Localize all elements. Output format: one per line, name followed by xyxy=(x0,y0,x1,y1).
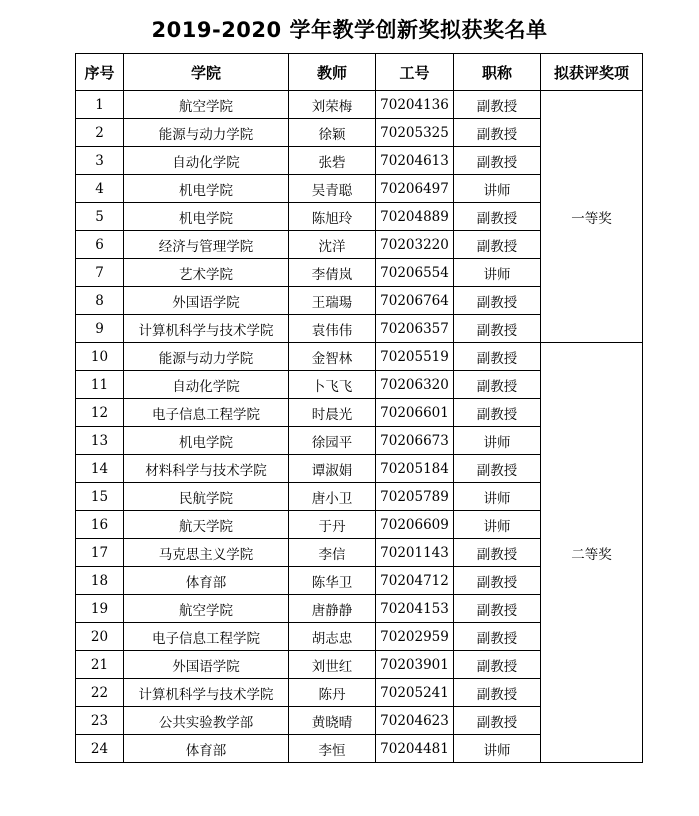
cell-title: 讲师 xyxy=(454,511,541,539)
cell-index: 21 xyxy=(76,651,124,679)
cell-staff-id: 70204153 xyxy=(376,595,454,623)
cell-title: 讲师 xyxy=(454,427,541,455)
cell-index: 15 xyxy=(76,483,124,511)
cell-title: 副教授 xyxy=(454,595,541,623)
cell-staff-id: 70205325 xyxy=(376,119,454,147)
header-title: 职称 xyxy=(454,54,541,91)
cell-teacher: 袁伟伟 xyxy=(289,315,376,343)
cell-title: 副教授 xyxy=(454,539,541,567)
cell-index: 11 xyxy=(76,371,124,399)
cell-teacher: 李信 xyxy=(289,539,376,567)
cell-staff-id: 70206357 xyxy=(376,315,454,343)
cell-staff-id: 70205241 xyxy=(376,679,454,707)
cell-award: 二等奖 xyxy=(541,343,643,763)
cell-staff-id: 70204712 xyxy=(376,567,454,595)
cell-index: 2 xyxy=(76,119,124,147)
cell-index: 5 xyxy=(76,203,124,231)
cell-teacher: 于丹 xyxy=(289,511,376,539)
cell-title: 副教授 xyxy=(454,147,541,175)
cell-staff-id: 70206497 xyxy=(376,175,454,203)
cell-college: 计算机科学与技术学院 xyxy=(124,315,289,343)
cell-title: 副教授 xyxy=(454,623,541,651)
cell-title: 讲师 xyxy=(454,483,541,511)
cell-title: 副教授 xyxy=(454,455,541,483)
cell-index: 13 xyxy=(76,427,124,455)
header-teacher: 教师 xyxy=(289,54,376,91)
cell-college: 自动化学院 xyxy=(124,147,289,175)
cell-title: 副教授 xyxy=(454,707,541,735)
cell-staff-id: 70204623 xyxy=(376,707,454,735)
cell-staff-id: 70202959 xyxy=(376,623,454,651)
cell-title: 副教授 xyxy=(454,287,541,315)
cell-teacher: 黄晓晴 xyxy=(289,707,376,735)
cell-title: 副教授 xyxy=(454,343,541,371)
cell-teacher: 李恒 xyxy=(289,735,376,763)
cell-college: 机电学院 xyxy=(124,175,289,203)
cell-teacher: 沈洋 xyxy=(289,231,376,259)
cell-index: 8 xyxy=(76,287,124,315)
cell-staff-id: 70205184 xyxy=(376,455,454,483)
cell-title: 副教授 xyxy=(454,679,541,707)
cell-index: 10 xyxy=(76,343,124,371)
cell-index: 4 xyxy=(76,175,124,203)
cell-college: 机电学院 xyxy=(124,427,289,455)
cell-teacher: 王瑞瑒 xyxy=(289,287,376,315)
cell-teacher: 谭淑娟 xyxy=(289,455,376,483)
cell-title: 副教授 xyxy=(454,119,541,147)
cell-index: 14 xyxy=(76,455,124,483)
cell-college: 自动化学院 xyxy=(124,371,289,399)
cell-index: 18 xyxy=(76,567,124,595)
header-award: 拟获评奖项 xyxy=(541,54,643,91)
cell-college: 能源与动力学院 xyxy=(124,343,289,371)
cell-index: 3 xyxy=(76,147,124,175)
cell-title: 副教授 xyxy=(454,399,541,427)
cell-index: 19 xyxy=(76,595,124,623)
cell-index: 17 xyxy=(76,539,124,567)
header-staff-id: 工号 xyxy=(376,54,454,91)
cell-staff-id: 70206609 xyxy=(376,511,454,539)
cell-college: 外国语学院 xyxy=(124,651,289,679)
cell-staff-id: 70204889 xyxy=(376,203,454,231)
cell-title: 讲师 xyxy=(454,175,541,203)
cell-teacher: 胡志忠 xyxy=(289,623,376,651)
cell-college: 马克思主义学院 xyxy=(124,539,289,567)
cell-index: 12 xyxy=(76,399,124,427)
cell-staff-id: 70204613 xyxy=(376,147,454,175)
cell-staff-id: 70201143 xyxy=(376,539,454,567)
cell-title: 副教授 xyxy=(454,203,541,231)
cell-title: 副教授 xyxy=(454,567,541,595)
cell-title: 讲师 xyxy=(454,259,541,287)
cell-college: 航天学院 xyxy=(124,511,289,539)
cell-college: 电子信息工程学院 xyxy=(124,623,289,651)
table-row xyxy=(76,91,643,119)
cell-college: 外国语学院 xyxy=(124,287,289,315)
cell-staff-id: 70204481 xyxy=(376,735,454,763)
header-college: 学院 xyxy=(124,54,289,91)
cell-index: 6 xyxy=(76,231,124,259)
cell-staff-id: 70206764 xyxy=(376,287,454,315)
cell-teacher: 金智林 xyxy=(289,343,376,371)
cell-college: 体育部 xyxy=(124,567,289,595)
cell-index: 9 xyxy=(76,315,124,343)
cell-teacher: 徐颖 xyxy=(289,119,376,147)
table-body xyxy=(76,91,643,763)
cell-college: 电子信息工程学院 xyxy=(124,399,289,427)
cell-staff-id: 70204136 xyxy=(376,91,454,119)
table-header-row xyxy=(76,54,643,91)
cell-index: 24 xyxy=(76,735,124,763)
cell-college: 公共实验教学部 xyxy=(124,707,289,735)
cell-index: 7 xyxy=(76,259,124,287)
cell-title: 副教授 xyxy=(454,371,541,399)
cell-college: 航空学院 xyxy=(124,91,289,119)
cell-teacher: 李倩岚 xyxy=(289,259,376,287)
cell-teacher: 唐静静 xyxy=(289,595,376,623)
award-table xyxy=(75,53,643,763)
header-index: 序号 xyxy=(76,54,124,91)
cell-staff-id: 70205519 xyxy=(376,343,454,371)
cell-index: 23 xyxy=(76,707,124,735)
cell-index: 22 xyxy=(76,679,124,707)
cell-college: 材料科学与技术学院 xyxy=(124,455,289,483)
cell-college: 机电学院 xyxy=(124,203,289,231)
cell-teacher: 陈华卫 xyxy=(289,567,376,595)
cell-teacher: 时晨光 xyxy=(289,399,376,427)
cell-college: 经济与管理学院 xyxy=(124,231,289,259)
cell-teacher: 唐小卫 xyxy=(289,483,376,511)
cell-title: 副教授 xyxy=(454,231,541,259)
cell-teacher: 徐园平 xyxy=(289,427,376,455)
cell-teacher: 陈旭玲 xyxy=(289,203,376,231)
cell-index: 20 xyxy=(76,623,124,651)
cell-index: 1 xyxy=(76,91,124,119)
cell-teacher: 陈丹 xyxy=(289,679,376,707)
cell-staff-id: 70206320 xyxy=(376,371,454,399)
cell-teacher: 张砦 xyxy=(289,147,376,175)
cell-staff-id: 70203901 xyxy=(376,651,454,679)
cell-teacher: 刘荣梅 xyxy=(289,91,376,119)
cell-staff-id: 70206673 xyxy=(376,427,454,455)
cell-college: 能源与动力学院 xyxy=(124,119,289,147)
cell-college: 体育部 xyxy=(124,735,289,763)
cell-staff-id: 70203220 xyxy=(376,231,454,259)
cell-title: 副教授 xyxy=(454,651,541,679)
cell-staff-id: 70205789 xyxy=(376,483,454,511)
cell-college: 航空学院 xyxy=(124,595,289,623)
cell-staff-id: 70206554 xyxy=(376,259,454,287)
cell-title: 副教授 xyxy=(454,91,541,119)
document-title: 2019-2020 学年教学创新奖拟获奖名单 xyxy=(151,18,548,42)
cell-index: 16 xyxy=(76,511,124,539)
table-row xyxy=(76,343,643,371)
cell-award: 一等奖 xyxy=(541,91,643,343)
cell-staff-id: 70206601 xyxy=(376,399,454,427)
cell-college: 计算机科学与技术学院 xyxy=(124,679,289,707)
cell-college: 民航学院 xyxy=(124,483,289,511)
cell-teacher: 卜飞飞 xyxy=(289,371,376,399)
cell-teacher: 刘世红 xyxy=(289,651,376,679)
cell-teacher: 吴青聪 xyxy=(289,175,376,203)
cell-title: 讲师 xyxy=(454,735,541,763)
cell-college: 艺术学院 xyxy=(124,259,289,287)
cell-title: 副教授 xyxy=(454,315,541,343)
